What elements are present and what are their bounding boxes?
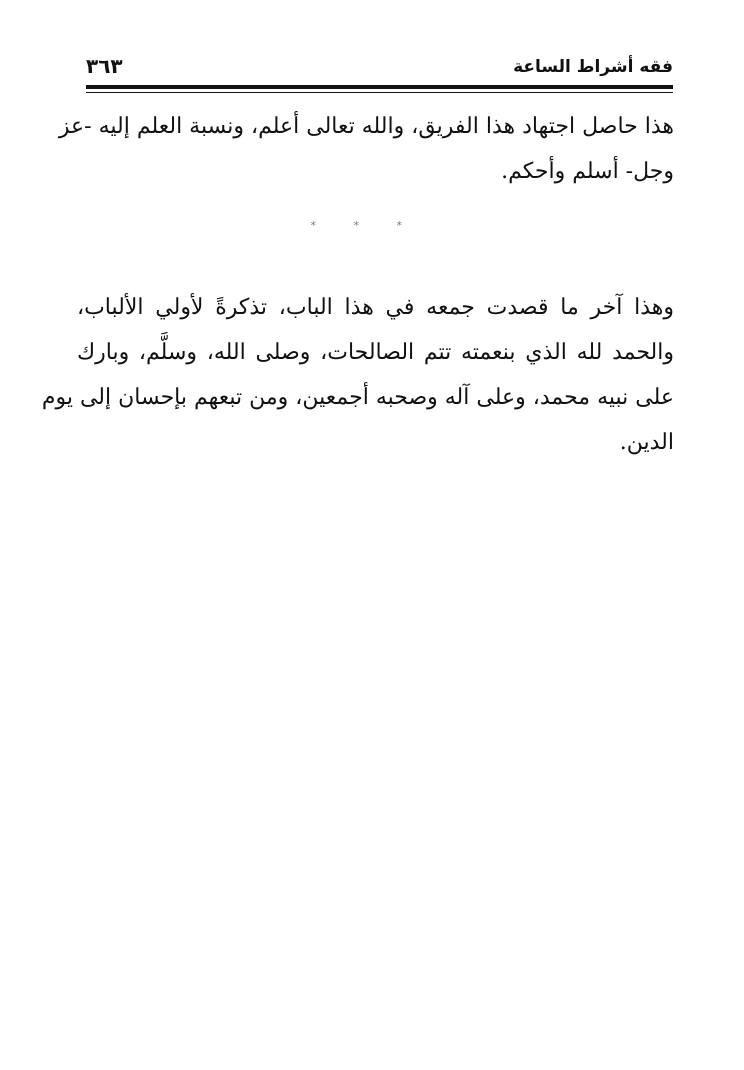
running-title: فقه أشراط الساعة xyxy=(513,57,673,77)
header-thin-rule xyxy=(86,92,673,93)
closing-paragraph-two xyxy=(41,285,674,465)
paragraph-two-line-2: والحمد لله الذي بنعمته تتم الصالحات، وصلى الله، وسلَّم، وبارك xyxy=(77,340,674,365)
page-header xyxy=(86,47,673,95)
paragraph-two-line-1: وهذا آخر ما قصدت جمعه في هذا الباب، تذكرةً لأولي الألباب، xyxy=(77,295,674,320)
closing-paragraph-one xyxy=(58,104,674,194)
paragraph-two-line-4: الدين. xyxy=(619,430,674,455)
asterisk-separator: * * * xyxy=(310,219,419,232)
page-number: ٣٦٣ xyxy=(86,54,123,78)
paragraph-one-line-2: وجل- أسلم وأحكم. xyxy=(501,159,674,184)
paragraph-one-line-1: هذا حاصل اجتهاد هذا الفريق، والله تعالى أعلم، ونسبة العلم إليه -عز xyxy=(58,114,674,139)
paragraph-two-line-3: على نبيه محمد، وعلى آله وصحبه أجمعين، ومن تبعهم بإحسان إلى يوم xyxy=(41,385,674,410)
header-thick-rule xyxy=(86,85,673,89)
